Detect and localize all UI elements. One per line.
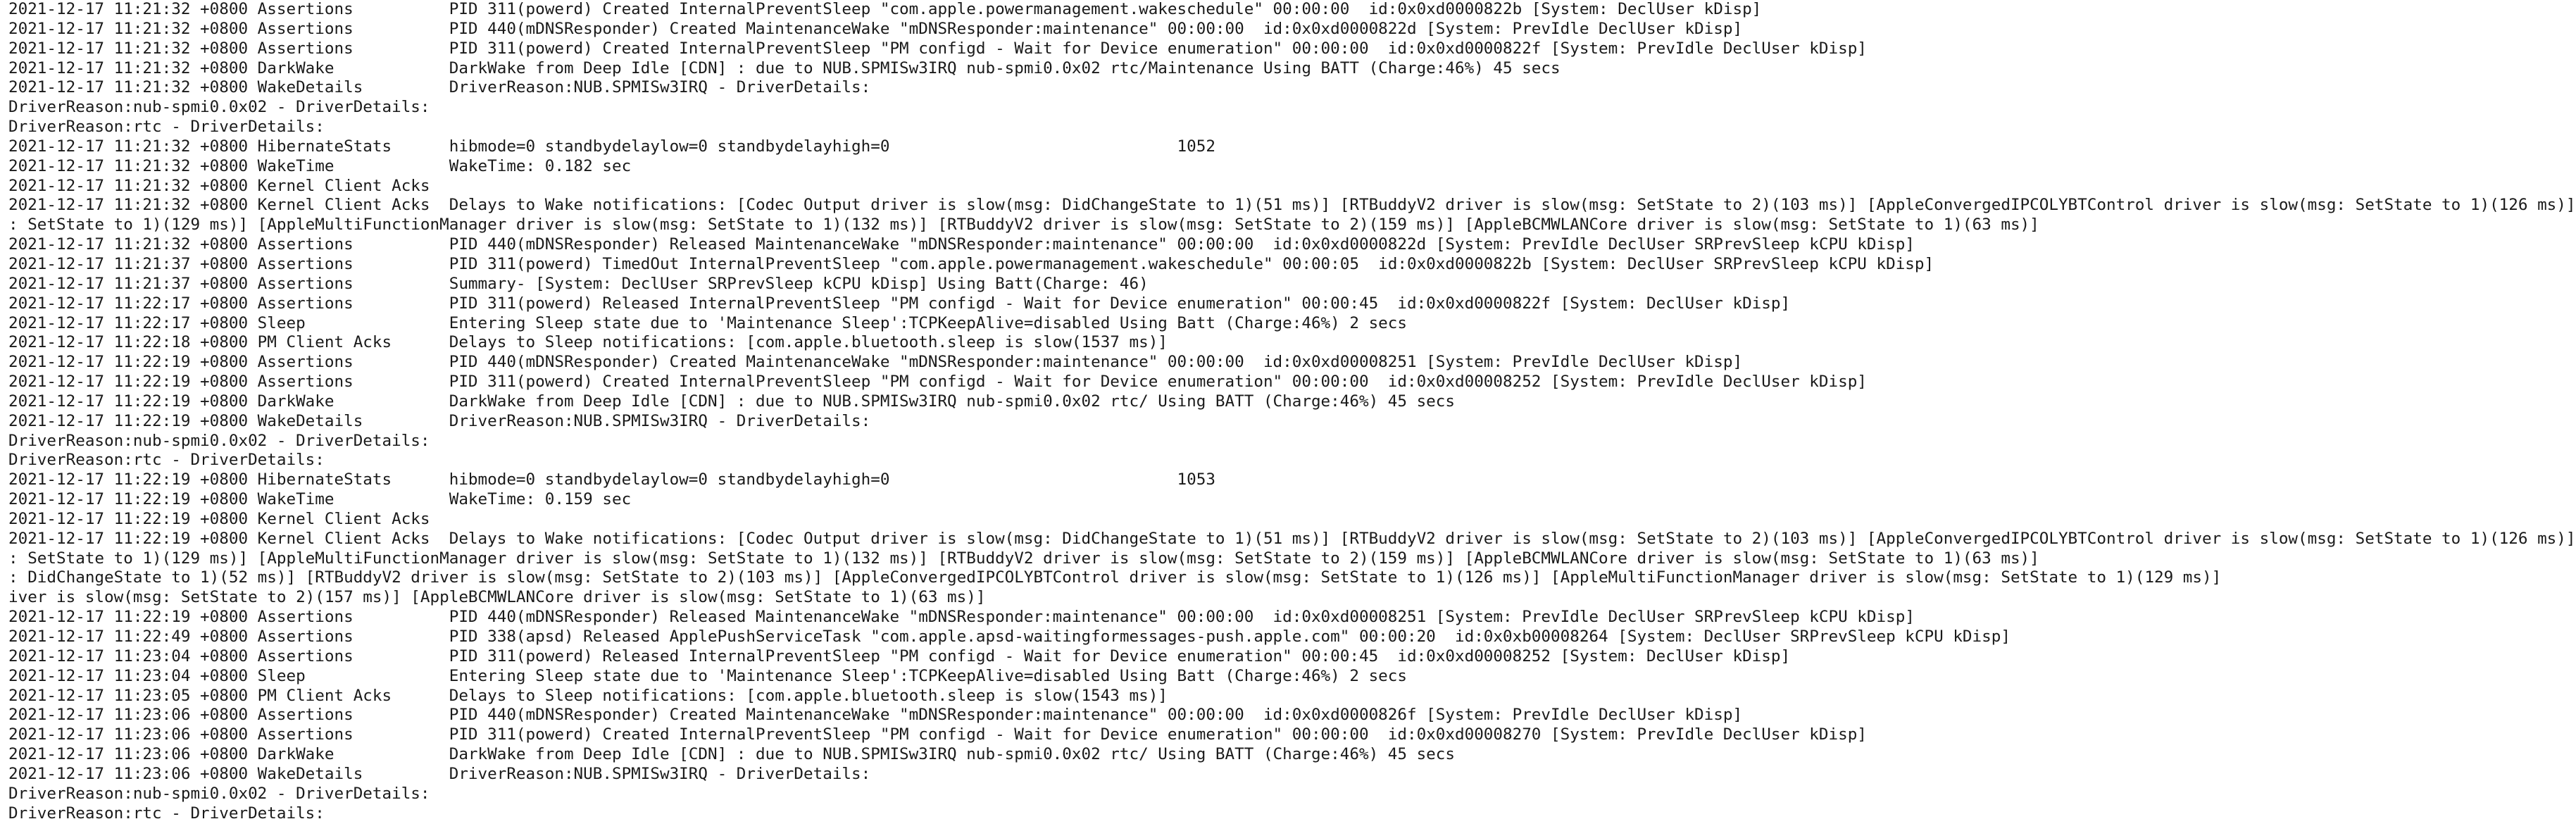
log-line: DriverReason:nub-spmi0.0x02 - DriverDetails: <box>8 784 430 803</box>
log-line: 2021-12-17 11:22:19 +0800 Assertions PID 440(mDNSResponder) Released MaintenanceWake "mDNSResponder:maintenance" 00:00:00 id:0x0xd00008251 [System: PrevIdle DeclUser SRPrevSleep kCPU kDisp] <box>8 608 1915 627</box>
log-line: 2021-12-17 11:21:32 +0800 Kernel Client Acks <box>8 176 430 195</box>
log-line: 2021-12-17 11:22:19 +0800 Kernel Client Acks Delays to Wake notifications: [Codec Output driver is slow(msg: DidChangeState to 1)(51 ms)] [RTBuddyV2 driver is slow(msg: SetState to 2)(103 ms)] [AppleConvergedIPCOLYBTControl driver is slow(msg: SetState to 1)(126 ms)] <box>8 529 2576 548</box>
log-line: 2021-12-17 11:23:04 +0800 Sleep Entering Sleep state due to 'Maintenance Sleep':TCPKeepAlive=disabled Using Batt (Charge:46%) 2 secs <box>8 666 1407 685</box>
log-line: 2021-12-17 11:21:32 +0800 Kernel Client Acks Delays to Wake notifications: [Codec Output driver is slow(msg: DidChangeState to 1)(51 ms)] [RTBuddyV2 driver is slow(msg: SetState to 2)(103 ms)] [AppleConvergedIPCOLYBTControl driver is slow(msg: SetState to 1)(126 ms)] <box>8 196 2576 215</box>
log-line: 2021-12-17 11:21:37 +0800 Assertions PID 311(powerd) TimedOut InternalPreventSleep "com.apple.powermanagement.wakeschedule" 00:00:05 id:0x0xd0000822b [System: DeclUser SRPrevSleep kCPU kDisp] <box>8 254 1934 273</box>
log-line: 2021-12-17 11:21:32 +0800 Assertions PID 440(mDNSResponder) Released MaintenanceWake "mDNSResponder:maintenance" 00:00:00 id:0x0xd0000822d [System: PrevIdle DeclUser SRPrevSleep kCPU kDisp] <box>8 235 1915 254</box>
log-line: : DidChangeState to 1)(52 ms)] [RTBuddyV2 driver is slow(msg: SetState to 2)(103 ms)] [AppleConvergedIPCOLYBTControl driver is slow(msg: SetState to 1)(126 ms)] [AppleMultiFunctionManager driver is slow(msg: SetState to 1)(129 ms)] <box>8 568 2222 587</box>
log-line: 2021-12-17 11:21:32 +0800 WakeTime WakeTime: 0.182 sec <box>8 156 632 175</box>
log-line: DriverReason:rtc - DriverDetails: <box>8 451 325 470</box>
log-line: 2021-12-17 11:21:32 +0800 WakeDetails DriverReason:NUB.SPMISw3IRQ - DriverDetails: <box>8 78 871 97</box>
log-line: : SetState to 1)(129 ms)] [AppleMultiFunctionManager driver is slow(msg: SetState to 1)(132 ms)] [RTBuddyV2 driver is slow(msg: SetState to 2)(159 ms)] [AppleBCMWLANCore driver is slow(msg: SetState to 1)(63 ms)] <box>8 549 2039 568</box>
log-line: 2021-12-17 11:23:06 +0800 Assertions PID 311(powerd) Created InternalPreventSleep "PM configd - Wait for Device enumeration" 00:00:00 id:0x0xd00008270 [System: PrevIdle DeclUser kDisp] <box>8 725 1867 744</box>
log-line: DriverReason:nub-spmi0.0x02 - DriverDetails: <box>8 431 430 450</box>
log-line: 2021-12-17 11:23:05 +0800 PM Client Acks Delays to Sleep notifications: [com.apple.bluetooth.sleep is slow(1543 ms)] <box>8 686 1168 705</box>
log-line: 2021-12-17 11:22:19 +0800 WakeDetails DriverReason:NUB.SPMISw3IRQ - DriverDetails: <box>8 411 871 430</box>
log-line: 2021-12-17 11:23:06 +0800 WakeDetails DriverReason:NUB.SPMISw3IRQ - DriverDetails: <box>8 764 871 783</box>
log-line: 2021-12-17 11:21:32 +0800 HibernateStats hibmode=0 standbydelaylow=0 standbydelayhigh=0 1052 <box>8 137 1215 156</box>
log-line: 2021-12-17 11:22:19 +0800 HibernateStats hibmode=0 standbydelaylow=0 standbydelayhigh=0 1053 <box>8 470 1215 489</box>
log-line: DriverReason:rtc - DriverDetails: <box>8 804 325 823</box>
log-line: 2021-12-17 11:22:19 +0800 DarkWake DarkWake from Deep Idle [CDN] : due to NUB.SPMISw3IRQ nub-spmi0.0x02 rtc/ Using BATT (Charge:46%) 45 secs <box>8 392 1455 411</box>
log-line: DriverReason:nub-spmi0.0x02 - DriverDetails: <box>8 98 430 117</box>
log-line: 2021-12-17 11:21:32 +0800 DarkWake DarkWake from Deep Idle [CDN] : due to NUB.SPMISw3IRQ nub-spmi0.0x02 rtc/Maintenance Using BATT (Charge:46%) 45 secs <box>8 58 1561 77</box>
log-line: 2021-12-17 11:22:18 +0800 PM Client Acks Delays to Sleep notifications: [com.apple.bluetooth.sleep is slow(1537 ms)] <box>8 333 1168 352</box>
log-line: 2021-12-17 11:21:32 +0800 Assertions PID 311(powerd) Created InternalPreventSleep "com.apple.powermanagement.wakeschedule" 00:00:00 id:0x0xd0000822b [System: DeclUser kDisp] <box>8 0 1762 18</box>
log-line: 2021-12-17 11:23:06 +0800 Assertions PID 440(mDNSResponder) Created MaintenanceWake "mDNSResponder:maintenance" 00:00:00 id:0x0xd0000826f [System: PrevIdle DeclUser kDisp] <box>8 706 1743 725</box>
log-line: 2021-12-17 11:23:06 +0800 DarkWake DarkWake from Deep Idle [CDN] : due to NUB.SPMISw3IRQ nub-spmi0.0x02 rtc/ Using BATT (Charge:46%) 45 secs <box>8 745 1455 764</box>
log-line: 2021-12-17 11:22:49 +0800 Assertions PID 338(apsd) Released ApplePushServiceTask "com.apple.apsd-waitingformessages-push.apple.com" 00:00:20 id:0x0xb00008264 [System: DeclUser SRPrevSleep kCPU kDisp] <box>8 627 2011 646</box>
log-line: 2021-12-17 11:21:32 +0800 Assertions PID 311(powerd) Created InternalPreventSleep "PM configd - Wait for Device enumeration" 00:00:00 id:0x0xd0000822f [System: PrevIdle DeclUser kDisp] <box>8 39 1867 58</box>
log-line: 2021-12-17 11:22:19 +0800 Assertions PID 311(powerd) Created InternalPreventSleep "PM configd - Wait for Device enumeration" 00:00:00 id:0x0xd00008252 [System: PrevIdle DeclUser kDisp] <box>8 373 1867 392</box>
log-line: : SetState to 1)(129 ms)] [AppleMultiFunctionManager driver is slow(msg: SetState to 1)(132 ms)] [RTBuddyV2 driver is slow(msg: SetState to 2)(159 ms)] [AppleBCMWLANCore driver is slow(msg: SetState to 1)(63 ms)] <box>8 215 2039 235</box>
log-line: 2021-12-17 11:22:19 +0800 Kernel Client Acks <box>8 509 430 528</box>
log-line: 2021-12-17 11:22:19 +0800 WakeTime WakeTime: 0.159 sec <box>8 490 632 509</box>
log-line: 2021-12-17 11:21:37 +0800 Assertions Summary- [System: DeclUser SRPrevSleep kCPU kDisp] Using Batt(Charge: 46) <box>8 274 1149 293</box>
log-line: iver is slow(msg: SetState to 2)(157 ms)] [AppleBCMWLANCore driver is slow(msg: SetState to 1)(63 ms)] <box>8 588 986 607</box>
log-line: 2021-12-17 11:22:19 +0800 Assertions PID 440(mDNSResponder) Created MaintenanceWake "mDNSResponder:maintenance" 00:00:00 id:0x0xd00008251 [System: PrevIdle DeclUser kDisp] <box>8 353 1743 372</box>
log-line: 2021-12-17 11:23:04 +0800 Assertions PID 311(powerd) Released InternalPreventSleep "PM configd - Wait for Device enumeration" 00:00:45 id:0x0xd00008252 [System: DeclUser kDisp] <box>8 646 1791 666</box>
log-line: 2021-12-17 11:22:17 +0800 Sleep Entering Sleep state due to 'Maintenance Sleep':TCPKeepAlive=disabled Using Batt (Charge:46%) 2 secs <box>8 313 1407 332</box>
log-line: 2021-12-17 11:21:32 +0800 Assertions PID 440(mDNSResponder) Created MaintenanceWake "mDNSResponder:maintenance" 00:00:00 id:0x0xd0000822d [System: PrevIdle DeclUser kDisp] <box>8 19 1743 38</box>
log-line: 2021-12-17 11:22:17 +0800 Assertions PID 311(powerd) Released InternalPreventSleep "PM configd - Wait for Device enumeration" 00:00:45 id:0x0xd0000822f [System: DeclUser kDisp] <box>8 294 1791 313</box>
log-line: DriverReason:rtc - DriverDetails: <box>8 118 325 137</box>
